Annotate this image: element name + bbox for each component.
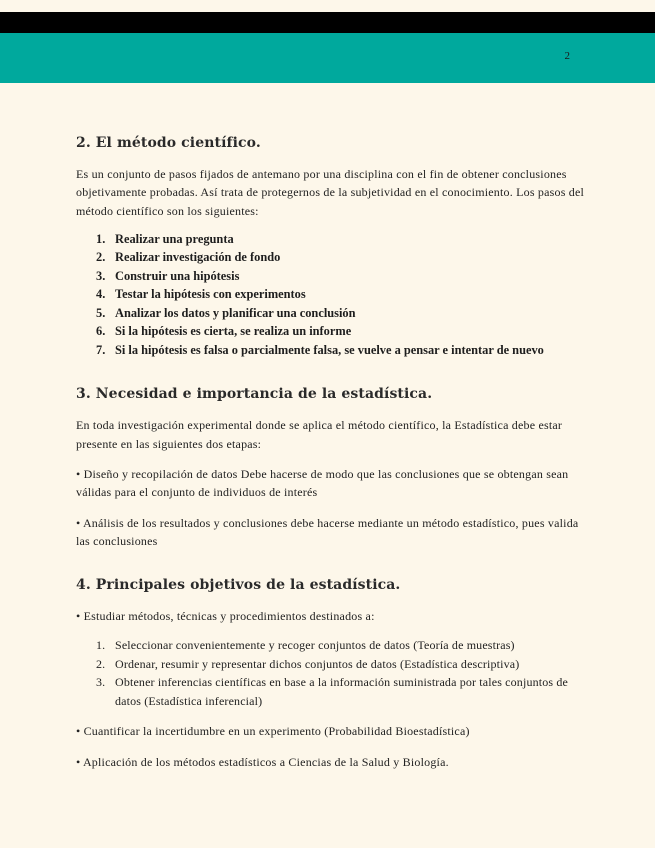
metodo-intro-paragraph: Es un conjunto de pasos fijados de antemano por una disciplina con el fin de obtener conclusiones objetivamente probadas. Así trata de protegernos de la subjetividad en el conocimiento. Los pasos del método científico son los siguientes: <box>76 167 585 218</box>
list-item: 6. Si la hipótesis es cierta, se realiza un informe <box>96 324 352 339</box>
list-item: 3. Obtener inferencias científicas en base a la información suministrada por tales conjuntos de datos (Estadística inferencial) <box>96 675 568 708</box>
list-item: 3. Construir una hipótesis <box>96 268 240 283</box>
objetivos-subitems-list <box>96 636 588 710</box>
list-item: 4. Testar la hipótesis con experimentos <box>96 287 306 302</box>
objetivos-bullet-aplicacion: • Aplicación de los métodos estadísticos a Ciencias de la Salud y Biología. <box>76 754 449 769</box>
header-band <box>0 33 655 83</box>
page-number: 2 <box>564 50 570 62</box>
necesidad-bullet-diseno: • Diseño y recopilación de datos Debe hacerse de modo que las conclusiones que se obtengan sean válidas para el conjunto de individuos de interés <box>76 466 569 500</box>
header-black-bar <box>0 12 655 33</box>
list-item: 2. Ordenar, resumir y representar dichos conjuntos de datos (Estadística descriptiva) <box>96 656 520 671</box>
list-item: 5. Analizar los datos y planificar una conclusión <box>96 305 356 320</box>
objetivos-bullet-estudiar: • Estudiar métodos, técnicas y procedimientos destinados a: <box>76 609 375 624</box>
list-item: 1. Seleccionar convenientemente y recoger conjuntos de datos (Teoría de muestras) <box>96 638 515 653</box>
list-item: 1. Realizar una pregunta <box>96 231 234 246</box>
necesidad-intro-paragraph: En toda investigación experimental donde se aplica el método científico, la Estadística debe estar presente en las siguientes dos etapas: <box>76 418 563 451</box>
section-title-necesidad: 3. Necesidad e importancia de la estadística. <box>76 386 433 403</box>
objetivos-bullet-cuantificar: • Cuantificar la incertidumbre en un experimento (Probabilidad Bioestadística) <box>76 724 470 739</box>
section-title-metodo: 2. El método científico. <box>76 135 261 151</box>
necesidad-bullet-analisis: • Análisis de los resultados y conclusiones debe hacerse mediante un método estadístico, pues valida las conclusiones <box>76 515 579 548</box>
metodo-steps-list <box>96 230 588 360</box>
list-item: 7. Si la hipótesis es falsa o parcialmente falsa, se vuelve a pensar e intentar de nuevo <box>96 342 544 357</box>
document-body <box>76 133 588 771</box>
section-title-objetivos: 4. Principales objetivos de la estadística. <box>76 577 401 594</box>
list-item: 2. Realizar investigación de fondo <box>96 250 281 265</box>
